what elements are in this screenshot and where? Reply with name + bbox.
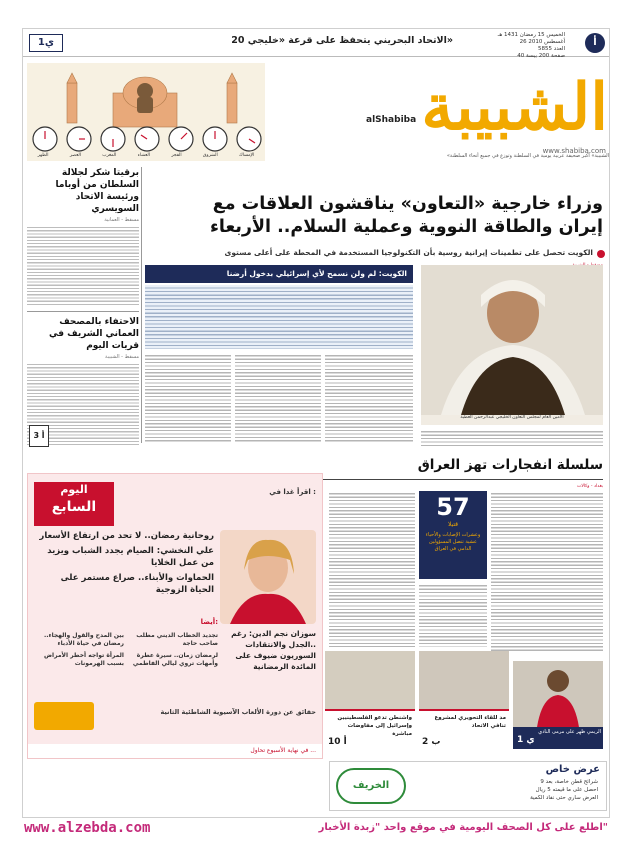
supplement-logo xyxy=(34,482,114,526)
left-column xyxy=(27,167,139,446)
iraq-headline[interactable]: سلسلة انفجارات تهز العراق xyxy=(417,457,603,473)
masthead-logo[interactable] xyxy=(278,65,608,155)
article-column xyxy=(235,353,321,443)
actress-photo xyxy=(220,530,316,624)
prayer-label: المغرب xyxy=(102,153,117,158)
casualty-stat-box xyxy=(419,491,487,579)
section-badge: أ xyxy=(585,33,605,53)
supplement-list xyxy=(34,530,214,599)
minister-portrait xyxy=(421,265,603,415)
sport-photo[interactable] xyxy=(513,661,603,749)
photo-caption: الريمي ظهر على مرمى النادي xyxy=(513,727,603,749)
subhead-bullet-icon xyxy=(597,250,605,258)
prayer-label: الفجر xyxy=(171,153,182,158)
footer-tagline: اطلع على كل الصحف اليومية في موقع واحد "زبدة الأخبار" xyxy=(318,822,608,833)
article-column xyxy=(145,353,231,443)
news-photo-middle[interactable] xyxy=(419,651,509,749)
promo-details xyxy=(412,778,598,802)
logo-english: alShabiba xyxy=(366,115,417,125)
top-headline[interactable]: الاتحاد البحريني يتحفظ على قرعة «خليجي 20» xyxy=(231,35,453,46)
news-photo-left[interactable] xyxy=(325,651,415,749)
also-item[interactable]: المرأة تواجه أخطر الأمراض بسبب الهرمونات xyxy=(43,652,124,667)
iraq-article-column xyxy=(419,583,487,647)
main-headline-line: إيران والطاقة النووية وعملية السلام.. الأربعاء xyxy=(209,217,603,237)
website-url[interactable]: www.shabiba.com xyxy=(542,147,606,155)
supplement-title: السابع xyxy=(51,499,97,515)
footer-url[interactable]: www.alzebda.com xyxy=(24,820,151,836)
photo-caption: واشنطن تدعو الفلسطينيين وإسرائيل إلى مفاوضات مباشرة xyxy=(325,709,415,749)
page-reference[interactable]: 3 أ xyxy=(29,425,49,447)
kuwait-box-body xyxy=(145,285,413,349)
stat-number: 57 xyxy=(436,493,470,521)
story-byline: مسقط - الشبيبة xyxy=(105,354,139,360)
supplement-title: اليوم xyxy=(60,483,88,496)
main-headline-line: وزراء خارجية «التعاون» يناقشون العلاقات مع xyxy=(212,194,603,214)
iraq-article-column xyxy=(491,491,603,653)
logo-arabic: الشبيبة xyxy=(421,70,608,145)
promo-advert[interactable] xyxy=(329,761,607,811)
prayer-label: الشروق xyxy=(202,153,218,158)
prayer-times-labels xyxy=(27,153,265,158)
prayer-label: العشاء xyxy=(137,153,151,158)
photo-caption: الأمين العام لمجلس التعاون الخليجي عبدالرحمن العطية xyxy=(421,415,603,425)
supplement-read-label: اقرأ غدا في : xyxy=(269,488,316,496)
supplement-advert[interactable] xyxy=(27,473,323,759)
column-rule xyxy=(141,167,142,443)
supplement-item[interactable]: روحانية رمضان.. لا تحد من ارتفاع الأسعار xyxy=(39,531,214,541)
stat-unit: قتيلا xyxy=(447,521,459,528)
iraq-byline: بغداد - وكالات xyxy=(576,484,603,489)
main-subhead: الكويت تحصل على تطمينات إيرانية روسية بأن التكنولوجيا المستخدمة في المحطة على أعلى مستوى xyxy=(224,248,593,257)
story-title[interactable]: برقيتا شكر لجلالة السلطان من أوباما ورئيسة الاتحاد السويسري xyxy=(55,168,139,214)
prayer-label: العصر xyxy=(69,153,81,158)
kuwait-box-title[interactable]: الكويت: لم ولن نسمح لأي إسرائيلي بدخول أرضنا xyxy=(145,265,413,283)
supplement-item[interactable]: الحماوات والأبناء.. صراع مستمر على الحياة الزوجية xyxy=(60,573,214,595)
page-reference: 2 ب xyxy=(422,737,441,747)
promo-line: 9 شرائح قطن خاصة، بعد xyxy=(540,779,598,785)
actress-subtitle[interactable]: السوريون ضيوف على المائدة الرمضانية xyxy=(235,651,316,671)
date-line: العدد 5855 xyxy=(538,46,565,52)
also-label: أيضا: xyxy=(200,618,218,626)
prayer-times-illustration xyxy=(27,63,265,161)
story-byline: مسقط - العمانية xyxy=(104,217,139,223)
page-reference: 1 ي xyxy=(517,735,535,745)
article-tail xyxy=(421,429,603,447)
story-body xyxy=(27,225,139,307)
promo-title: عرض خاص xyxy=(545,764,600,775)
date-line: 26 أغسطس 2010 xyxy=(519,39,565,45)
date-line: 40 صفحة 200 بيسة xyxy=(517,53,565,59)
photo-caption: مد للقاء التحويري لمشروع تنافي الاتحاد xyxy=(419,709,509,749)
also-list xyxy=(34,632,218,668)
date-line: الخميس 15 رمضان 1431 هـ xyxy=(497,32,565,38)
iraq-article-column xyxy=(329,491,415,647)
brand-logo: الخريف xyxy=(336,768,406,804)
main-headline[interactable] xyxy=(143,193,603,239)
promo-line: العرض ساري حتى نفاد الكمية xyxy=(530,795,598,801)
supplement-item[interactable]: علي النخشي: الصيام يجدد الشباب ويزيد من عمل الخلايا xyxy=(47,546,214,568)
article-column xyxy=(325,353,413,443)
issue-date xyxy=(453,32,565,60)
stat-text: وعشرات الإصابات والأحياء عشية تنصل المسؤولين الدامي في العراق xyxy=(425,532,481,552)
prayer-label: الظهر xyxy=(37,153,49,158)
masthead-tagline: «الشبيبة» أكبر صحيفة عربية يومية في السلطنة وتوزع في جميع أنحاء السلطنة xyxy=(446,153,609,159)
actress-portrait xyxy=(220,530,316,624)
beach-games-image xyxy=(34,702,94,730)
supplement-footer: في نهاية الأسبوع تحاول ... xyxy=(28,744,322,758)
site-footer xyxy=(0,818,632,843)
prayer-label: الإمساك xyxy=(239,153,255,158)
minister-photo xyxy=(421,265,603,425)
mosque-clocks-graphic xyxy=(27,63,265,161)
story-title[interactable]: الاحتفاء بالمصحف العماني الشريف في قريات اليوم xyxy=(48,317,139,351)
actress-title[interactable]: سوزان نجم الدين: رغم الجدل والانتقادات.. xyxy=(231,629,316,649)
promo-line: احصل على ما قيمته 5 ريال xyxy=(535,787,598,793)
section-code: ي1 xyxy=(29,34,63,52)
divider xyxy=(27,311,139,312)
also-item[interactable]: بين المدح والقول والهجاء.. رمضان في حياة الأدباء xyxy=(43,632,124,647)
page-reference: 10 أ xyxy=(328,737,347,747)
newspaper-front-page xyxy=(22,28,610,818)
also-item[interactable]: لرمضان زمان.. سيرة عطرة وأمهات تروي ليالي الفاطمي xyxy=(132,652,218,667)
supplement-bottom-line[interactable]: حقائق عن دورة الألعاب الآسيوية الشاطئية الثانية xyxy=(160,708,316,716)
actress-story xyxy=(220,628,316,672)
also-item[interactable]: تجديد الخطاب الديني مطلب صاحب حاجة xyxy=(136,632,218,647)
